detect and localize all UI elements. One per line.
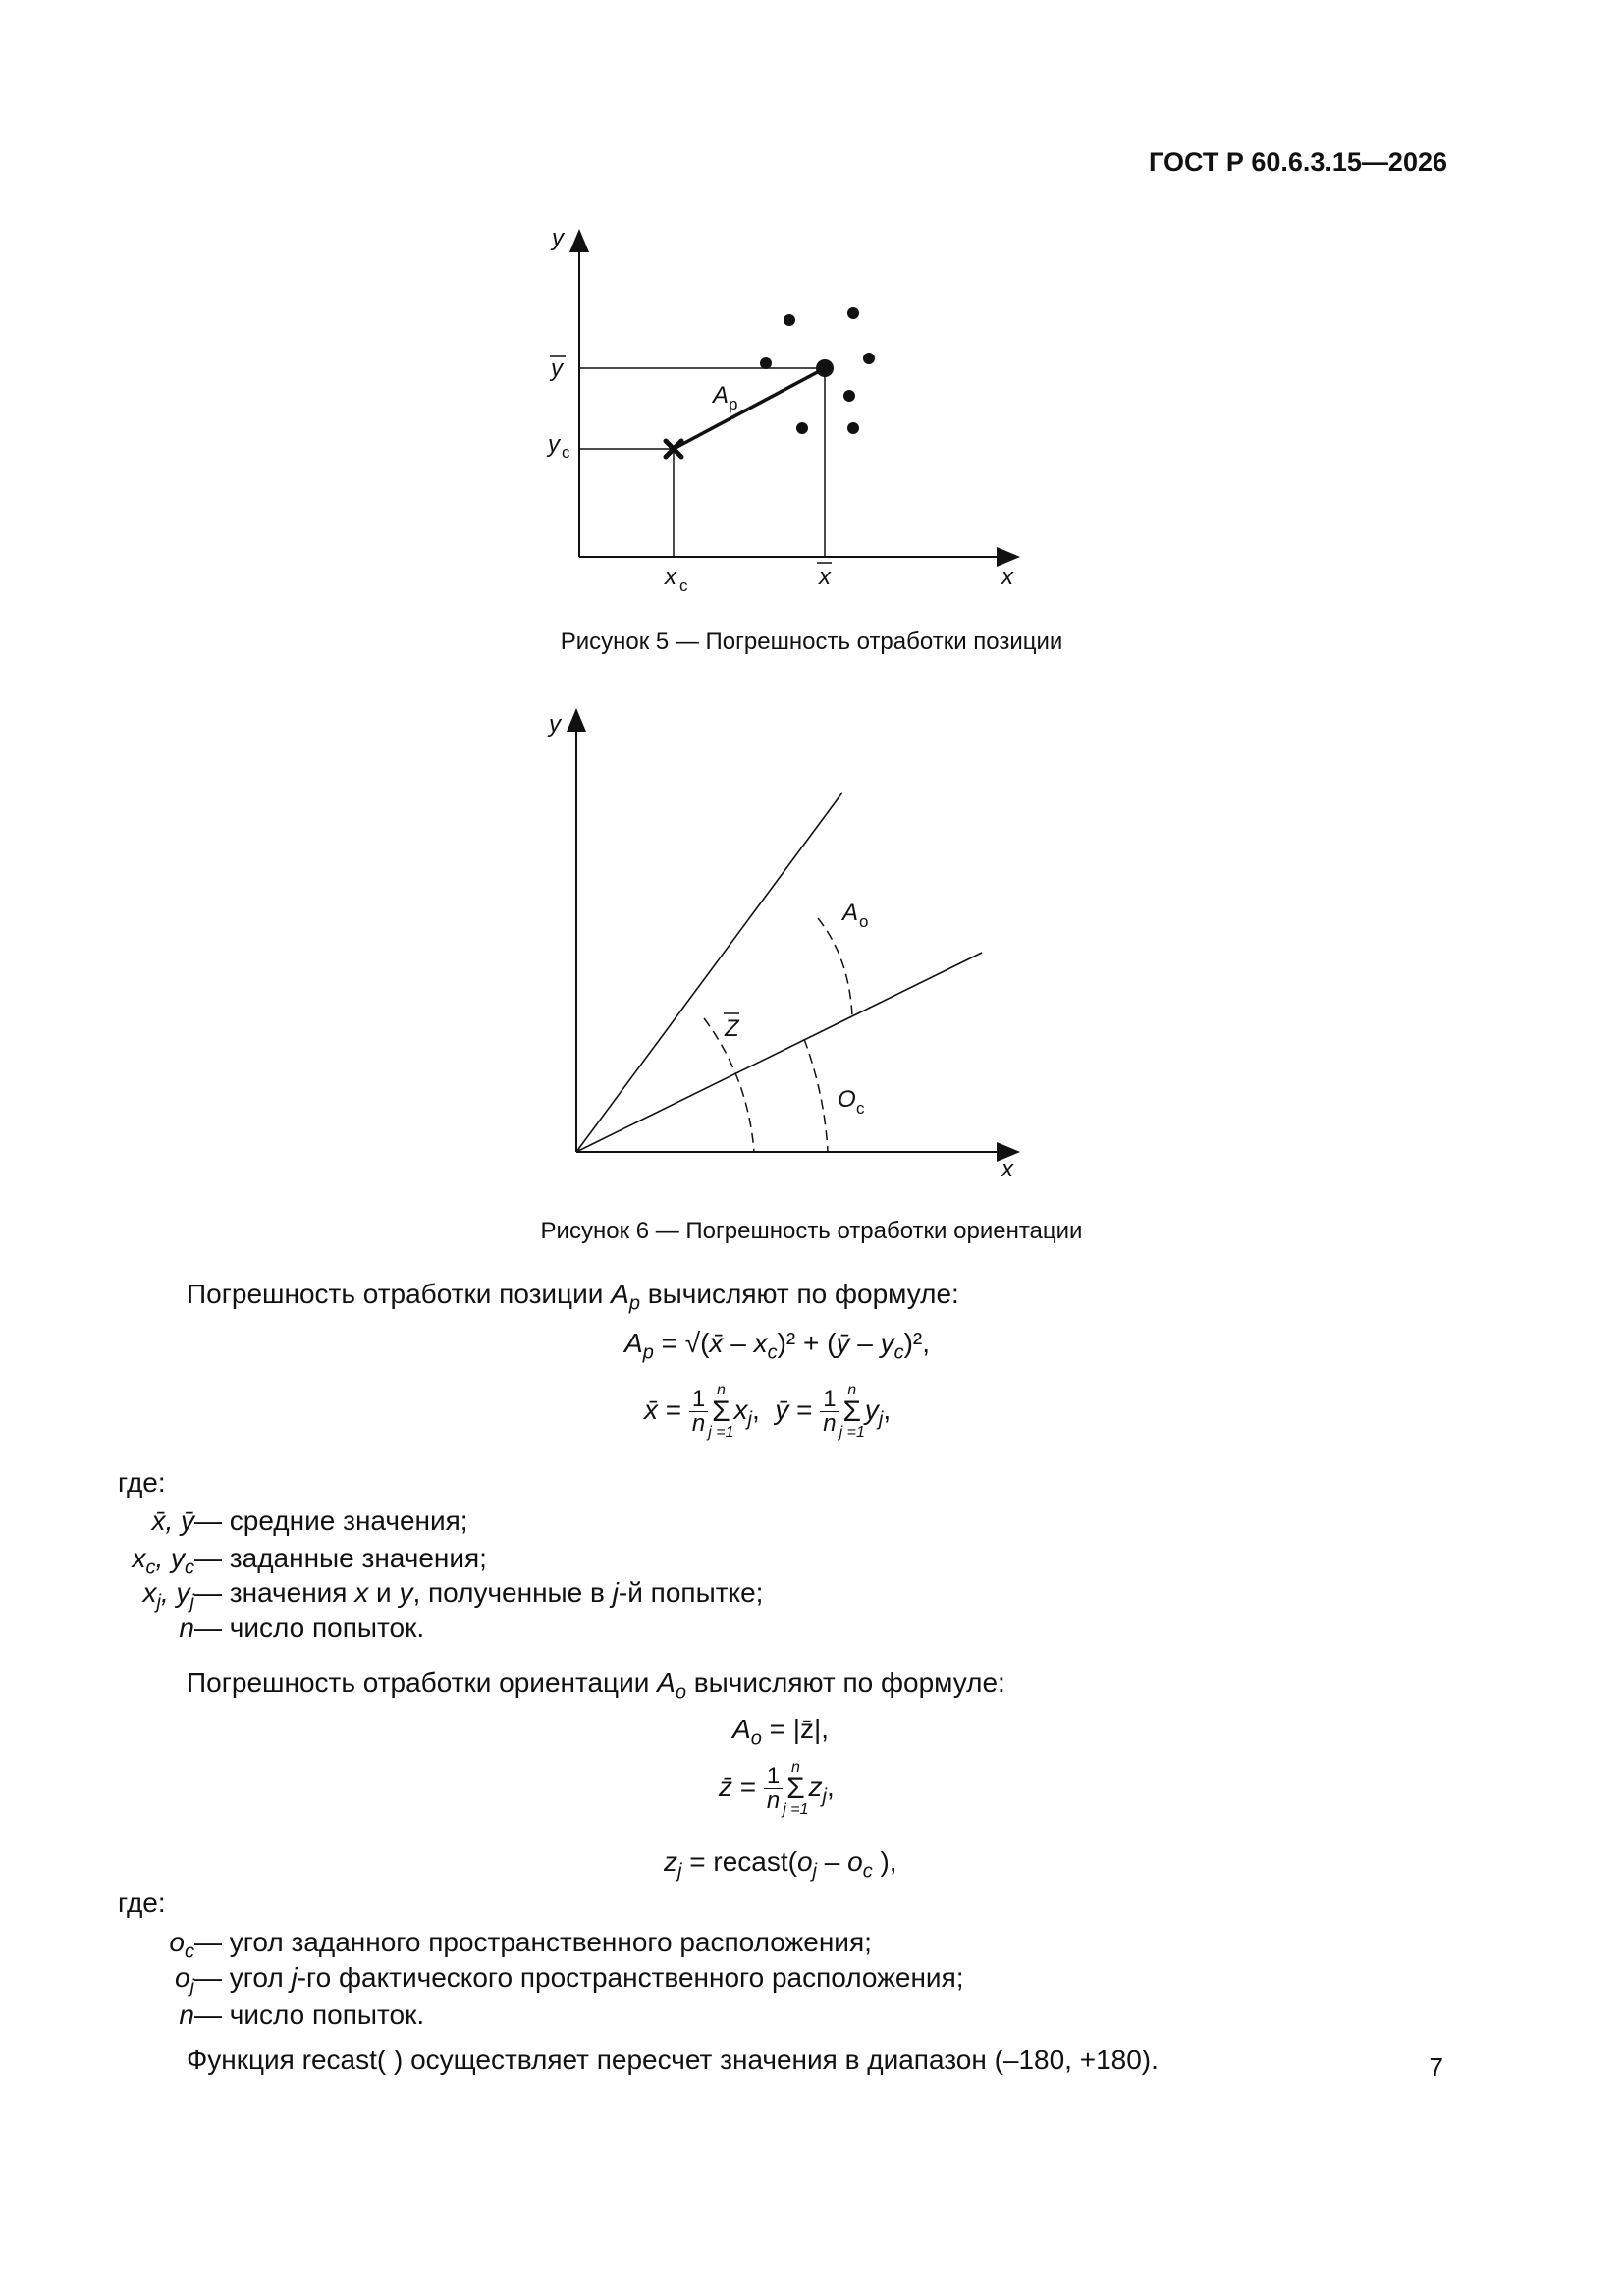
sum-upper-limit: n xyxy=(790,1759,800,1776)
ap-subscript: p xyxy=(628,1292,640,1315)
formula-operator: = xyxy=(732,1771,764,1802)
fig6-oc-subscript: c xyxy=(856,1099,865,1118)
fig5-xbar-label: x xyxy=(819,564,831,590)
intro-text: Погрешность отработки ориентации xyxy=(187,1667,658,1698)
formula-subscript: j xyxy=(747,1408,752,1431)
formula-sum xyxy=(783,1760,808,1818)
fraction-numerator: 1 xyxy=(689,1388,708,1412)
fig5-attained-point xyxy=(796,422,808,434)
formula-subscript: c xyxy=(767,1341,778,1364)
def-symbol: n xyxy=(179,1999,194,2030)
fraction-denominator: n xyxy=(766,1787,781,1814)
fraction-numerator: 1 xyxy=(820,1388,839,1412)
formula-symbol: ȳ xyxy=(836,1328,850,1358)
fig6-ao-arc xyxy=(818,918,852,1016)
formula-operator: , xyxy=(883,1394,892,1425)
formula-symbol: y xyxy=(880,1328,894,1358)
fig5-y-axis-label: y xyxy=(552,225,564,251)
def-symbol: n xyxy=(179,1613,194,1643)
formula-subscript: j xyxy=(878,1408,884,1431)
fig6-oc-label: O xyxy=(838,1086,856,1113)
formula-symbol: x̄ xyxy=(709,1328,724,1358)
fig6-zbar-label: Z xyxy=(725,1015,739,1042)
formula-operator: – xyxy=(849,1328,881,1358)
formula-operator: = xyxy=(788,1394,821,1425)
formula-position-error xyxy=(624,1328,930,1365)
fig5-attained-point xyxy=(847,422,859,434)
formula-fraction xyxy=(689,1388,708,1436)
intro-text: вычисляют по формуле: xyxy=(685,1667,1005,1698)
fig5-ap-subscript: p xyxy=(729,395,738,413)
formula-symbol: x xyxy=(733,1394,748,1425)
fig5-xc-label: x xyxy=(665,564,676,590)
formula-symbol: x xyxy=(753,1328,768,1358)
formula-orientation-error xyxy=(732,1714,829,1751)
def-symbol: $x_j$, $y_j$ xyxy=(142,1577,194,1613)
fig5-attained-point xyxy=(843,390,855,402)
formula-operator: – xyxy=(723,1328,754,1358)
formula-mean-z xyxy=(719,1760,835,1818)
def-text: — угол заданного пространственного расположения; xyxy=(194,1927,872,1957)
formula-operator: – xyxy=(816,1846,848,1877)
sum-lower-limit: j =1 xyxy=(839,1424,865,1441)
formula-fraction xyxy=(820,1388,839,1436)
fraction-denominator: n xyxy=(823,1410,837,1437)
fig5-yc-label: y xyxy=(548,431,560,458)
def-text: — средние значения; xyxy=(194,1505,468,1536)
formula-mean-values xyxy=(644,1383,891,1441)
formula-symbol: o xyxy=(796,1846,813,1877)
def-text: — число попыток. xyxy=(194,1999,425,2030)
formula-operator: , xyxy=(826,1771,835,1802)
fig5-attained-point xyxy=(847,307,859,319)
where-label: где: xyxy=(118,1887,166,1918)
sum-upper-limit: n xyxy=(716,1382,726,1398)
formula-subscript: p xyxy=(642,1341,654,1364)
fig5-mean-point xyxy=(816,359,834,377)
formula-symbol: x̄ xyxy=(644,1394,658,1425)
formula-operator: , xyxy=(751,1394,760,1425)
def-text: — угол j-го фактического пространственного расположения; xyxy=(194,1962,964,1993)
fig5-xc-subscript: c xyxy=(679,576,688,595)
formula-symbol: o xyxy=(847,1846,863,1877)
formula-symbol: ȳ xyxy=(775,1394,789,1425)
formula-sum xyxy=(839,1383,865,1441)
formula-symbol: y xyxy=(864,1394,879,1425)
def-text: — значения x и y, полученные в j-й попытке; xyxy=(194,1577,764,1608)
fig6-ao-subscript: o xyxy=(859,912,869,931)
document-header: ГОСТ Р 60.6.3.15—2026 xyxy=(1149,147,1447,177)
def-symbol: $x_c$, $y_c$ xyxy=(132,1543,194,1579)
fig5-attained-point xyxy=(784,314,795,326)
fig5-ybar-label: y xyxy=(551,355,563,382)
intro-text: Погрешность отработки позиции xyxy=(187,1279,612,1309)
ao-symbol: A xyxy=(657,1667,676,1698)
formula-subscript: j xyxy=(677,1860,682,1883)
fig6-x-axis-label: x xyxy=(1001,1156,1013,1182)
figure-6-orientation-error-diagram xyxy=(530,702,1041,1183)
formula-symbol: z xyxy=(808,1771,823,1802)
position-error-intro xyxy=(187,1279,959,1316)
formula-subscript: c xyxy=(893,1341,904,1364)
formula-symbol: A xyxy=(624,1328,643,1358)
formula-operator: = xyxy=(658,1394,689,1425)
figure-6-caption: Рисунок 6 — Погрешность отработки ориентации xyxy=(540,1218,1083,1244)
fig5-ap-segment xyxy=(674,368,825,449)
fig6-ao-label: A xyxy=(842,900,859,926)
fig5-attained-point xyxy=(863,353,875,364)
def-text: — число попыток. xyxy=(194,1613,425,1643)
figure-5-caption: Рисунок 5 — Погрешность отработки позиции xyxy=(560,629,1063,655)
fig6-attained-orientation-ray xyxy=(576,793,842,1152)
formula-fraction xyxy=(764,1765,783,1813)
fig6-commanded-orientation-ray xyxy=(576,953,982,1152)
formula-sum xyxy=(708,1383,733,1441)
formula-operator: = recast( xyxy=(681,1846,797,1877)
where-label: где: xyxy=(118,1467,166,1498)
fig5-ap-label: A xyxy=(713,382,730,409)
fig5-attained-point xyxy=(760,357,772,369)
formula-subscript: j xyxy=(822,1785,827,1808)
recast-function-note: Функция recast( ) осуществляет пересчет значения в диапазон (–180, +180). xyxy=(187,2045,1159,2075)
orientation-error-intro xyxy=(187,1667,1005,1705)
formula-symbol: z̄ xyxy=(719,1771,732,1802)
sum-lower-limit: j =1 xyxy=(708,1424,734,1441)
fraction-numerator: 1 xyxy=(764,1765,783,1789)
formula-zj-recast xyxy=(664,1846,897,1884)
fig5-yc-subscript: c xyxy=(562,443,570,462)
figure-5-position-error-diagram xyxy=(530,221,1041,599)
formula-operator: )², xyxy=(903,1328,931,1358)
sum-lower-limit: j =1 xyxy=(783,1801,809,1818)
def-symbol: x̄, ȳ xyxy=(151,1505,194,1536)
ap-symbol: A xyxy=(611,1279,629,1309)
sum-upper-limit: n xyxy=(847,1382,857,1398)
formula-subscript: c xyxy=(862,1860,873,1883)
fraction-denominator: n xyxy=(691,1410,706,1437)
fig6-oc-arc xyxy=(804,1039,828,1152)
formula-operator: = |z̄|, xyxy=(761,1714,830,1744)
formula-symbol: A xyxy=(732,1714,751,1744)
formula-symbol: z xyxy=(664,1846,677,1877)
fig6-y-axis-label: y xyxy=(549,711,561,738)
sum-sign: Σ xyxy=(712,1395,730,1428)
def-text: — заданные значения; xyxy=(194,1543,487,1573)
formula-subscript: o xyxy=(750,1727,762,1750)
formula-operator: )² + ( xyxy=(777,1328,837,1358)
formula-operator: = √( xyxy=(653,1328,710,1358)
ao-subscript: o xyxy=(675,1681,686,1704)
formula-operator: ), xyxy=(872,1846,897,1877)
def-symbol: $o_c$ xyxy=(169,1927,194,1963)
intro-text: вычисляют по формуле: xyxy=(639,1279,959,1309)
page-number: 7 xyxy=(1429,2052,1443,2082)
def-symbol: $o_j$ xyxy=(174,1962,194,1998)
sum-sign: Σ xyxy=(842,1395,861,1428)
sum-sign: Σ xyxy=(786,1773,805,1805)
formula-subscript: j xyxy=(812,1860,817,1883)
fig5-x-axis-label: x xyxy=(1001,564,1013,590)
